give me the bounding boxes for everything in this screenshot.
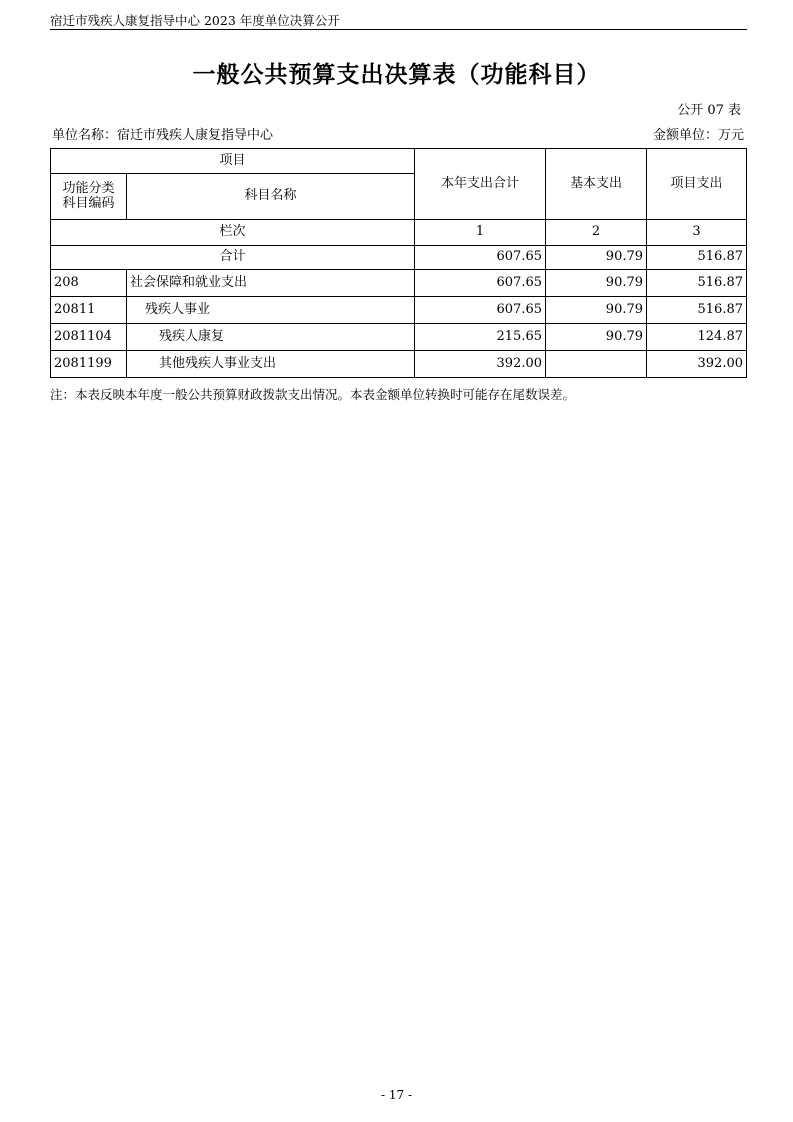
row-code: 20811 — [51, 297, 127, 324]
table-row — [51, 297, 747, 324]
currency-unit: 金额单位：万元 — [652, 128, 744, 143]
header-row-1 — [51, 149, 747, 174]
row-project: 516.87 — [647, 270, 747, 297]
total-row — [51, 246, 747, 270]
table-row — [51, 270, 747, 297]
row-basic — [546, 351, 647, 378]
unit-name: 单位名称：宿迁市残疾人康复指导中心 — [52, 128, 274, 143]
row-code: 2081104 — [51, 324, 127, 351]
total-amount: 607.65 — [415, 246, 546, 270]
header-divider — [50, 29, 747, 30]
table-row — [51, 351, 747, 378]
total-project: 516.87 — [647, 246, 747, 270]
col-total-header: 本年支出合计 — [415, 149, 546, 220]
row-basic: 90.79 — [546, 270, 647, 297]
row-basic: 90.79 — [546, 324, 647, 351]
row-project: 392.00 — [647, 351, 747, 378]
total-label: 合计 — [51, 246, 415, 270]
col-basic-header: 基本支出 — [546, 149, 647, 220]
table-row — [51, 324, 747, 351]
row-basic: 90.79 — [546, 297, 647, 324]
row-name: 其他残疾人事业支出 — [127, 351, 415, 378]
index-c2: 2 — [546, 220, 647, 246]
total-basic: 90.79 — [546, 246, 647, 270]
row-project: 124.87 — [647, 324, 747, 351]
row-total: 607.65 — [415, 270, 546, 297]
row-name: 残疾人事业 — [127, 297, 415, 324]
page-header-text: 宿迁市残疾人康复指导中心 2023 年度单位决算公开 — [50, 13, 340, 28]
budget-table — [50, 148, 747, 378]
col-project-exp-header: 项目支出 — [647, 149, 747, 220]
row-total: 215.65 — [415, 324, 546, 351]
index-row — [51, 220, 747, 246]
row-total: 392.00 — [415, 351, 546, 378]
index-c3: 3 — [647, 220, 747, 246]
table-meta-row — [52, 124, 744, 143]
row-total: 607.65 — [415, 297, 546, 324]
page-title: 一般公共预算支出决算表（功能科目） — [192, 62, 601, 88]
row-project: 516.87 — [647, 297, 747, 324]
col-project-header: 项目 — [51, 149, 415, 174]
page-number: - 17 - — [380, 1088, 412, 1102]
row-code: 2081199 — [51, 351, 127, 378]
table-note: 注：本表反映本年度一般公共预算财政拨款支出情况。本表金额单位转换时可能存在尾数误差。 — [50, 387, 576, 402]
index-label: 栏次 — [51, 220, 415, 246]
col-code-header-line2: 科目编码 — [62, 195, 115, 211]
col-name-header: 科目名称 — [127, 174, 415, 220]
row-name: 残疾人康复 — [127, 324, 415, 351]
row-code: 208 — [51, 270, 127, 297]
row-name: 社会保障和就业支出 — [127, 270, 415, 297]
col-code-header-line1: 功能分类 — [62, 180, 115, 196]
index-c1: 1 — [415, 220, 546, 246]
col-code-header — [51, 174, 127, 220]
table-number: 公开 07 表 — [677, 103, 741, 118]
